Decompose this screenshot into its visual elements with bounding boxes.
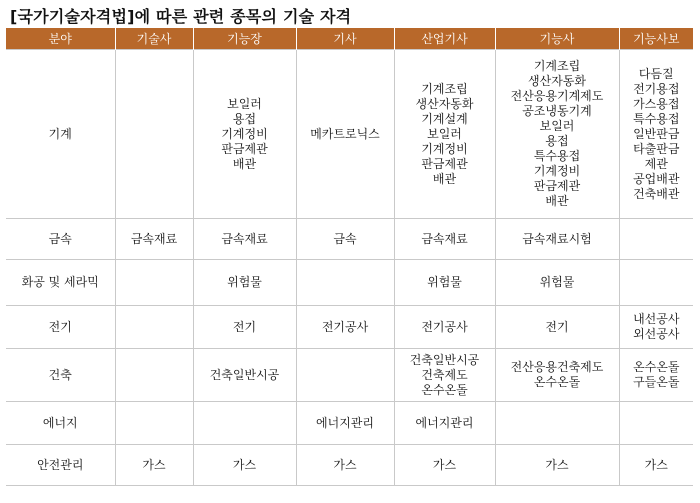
table-cell [115, 260, 193, 306]
qualification-item: 판금제관 [533, 179, 581, 193]
qualification-item: 가스 [232, 457, 257, 472]
qualification-item: 전기 [545, 319, 569, 334]
table-row [6, 402, 693, 445]
qualification-item: 공업배관 [633, 171, 680, 186]
table-cell [193, 50, 296, 219]
qualification-item: 금속재료 [130, 231, 178, 246]
header-field: 분야 [6, 28, 115, 50]
qualification-item: 타출판금 [633, 141, 680, 156]
qualification-item: 보일러 [427, 126, 462, 141]
table-cell [495, 219, 619, 260]
table-cell [619, 402, 693, 445]
qualification-item: 판금제관 [421, 156, 468, 171]
table-cell [619, 445, 693, 486]
qualification-item: 가스 [545, 457, 569, 472]
table-cell [193, 219, 296, 260]
table-cell [619, 349, 693, 402]
table-cell [619, 50, 693, 219]
table-body [6, 50, 693, 486]
qualification-item: 금속재료 [221, 231, 268, 246]
table-cell [495, 260, 619, 306]
qualification-item: 내선공사 [633, 312, 680, 326]
qualification-item: 기계정비 [533, 164, 581, 178]
qualification-item: 판금제관 [221, 141, 268, 156]
qualification-item: 구들온돌 [633, 375, 680, 389]
qualification-item: 메카트로닉스 [310, 126, 380, 141]
qualification-item: 온수온돌 [633, 360, 680, 374]
qualification-item: 건축제도 [421, 367, 468, 382]
qualification-item: 기계설계 [421, 111, 468, 126]
table-cell [394, 50, 495, 219]
header-col-assistant-craftsman: 기능사보 [619, 28, 693, 50]
table-cell [394, 219, 495, 260]
table-header-row [6, 28, 693, 50]
qualification-item: 가스 [142, 457, 166, 472]
qualification-item: 기계정비 [221, 126, 268, 141]
qualification-item: 제관 [644, 156, 668, 171]
qualification-item: 온수온돌 [421, 382, 468, 397]
qualification-item: 금속재료시험 [522, 231, 592, 246]
qualification-item: 에너지관리 [316, 415, 374, 430]
qualification-item: 위험물 [227, 275, 262, 289]
qualification-item: 전기공사 [421, 319, 468, 334]
table-cell [115, 306, 193, 349]
qualification-item: 특수용접 [633, 111, 680, 126]
qualification-item: 온수온돌 [533, 375, 581, 389]
table-cell [115, 50, 193, 219]
qualification-item: 기계조립 [421, 81, 468, 96]
table-row [6, 445, 693, 486]
table-cell [193, 349, 296, 402]
qualification-item: 용접 [545, 134, 569, 148]
table-cell [193, 306, 296, 349]
table-row [6, 50, 693, 219]
header-col-industrial-engineer: 산업기사 [394, 28, 495, 50]
table-cell [394, 306, 495, 349]
qualification-item: 가스 [644, 457, 668, 472]
table-cell [193, 445, 296, 486]
table-cell [193, 402, 296, 445]
qualification-item: 전산응용기계제도 [510, 89, 604, 103]
qualification-item: 건축배관 [633, 186, 680, 201]
row-field-label: 건축 [6, 349, 115, 402]
qualification-item: 특수용접 [533, 149, 581, 163]
qualification-item: 전기용접 [633, 81, 680, 96]
qualification-item: 보일러 [227, 96, 262, 111]
table-cell [296, 50, 394, 219]
table-cell [495, 402, 619, 445]
table-row [6, 306, 693, 349]
qualification-item: 가스용접 [633, 96, 680, 111]
qualification-item: 위험물 [539, 275, 575, 289]
table-cell [495, 306, 619, 349]
table-cell [115, 402, 193, 445]
header-col-engineer: 기사 [296, 28, 394, 50]
header-col-craftsman: 기능사 [495, 28, 619, 50]
qualification-item: 금속 [333, 231, 357, 246]
row-field-label: 에너지 [6, 402, 115, 445]
qualification-item: 배관 [432, 171, 457, 186]
qualification-item: 공조냉동기계 [522, 104, 592, 118]
row-field-label: 화공 및 세라믹 [6, 260, 115, 306]
qualification-table [6, 28, 693, 486]
qualification-item: 가스 [432, 457, 457, 472]
qualification-item: 위험물 [427, 275, 462, 289]
qualification-item: 기계조립 [533, 59, 581, 73]
qualification-item: 에너지관리 [415, 415, 474, 430]
table-cell [115, 219, 193, 260]
table-cell [394, 402, 495, 445]
page-title: [국가기술자격법]에 따른 관련 종목의 기술 자격 [10, 7, 352, 26]
table-cell [394, 349, 495, 402]
table-row [6, 260, 693, 306]
row-field-label: 안전관리 [6, 445, 115, 486]
table-cell [495, 50, 619, 219]
qualification-item: 전기 [232, 319, 257, 334]
qualification-item: 건축일반시공 [209, 367, 280, 382]
qualification-item: 건축일반시공 [409, 352, 480, 367]
qualification-item: 전기공사 [321, 319, 369, 334]
qualification-item: 생산자동화 [528, 74, 586, 88]
table-row [6, 219, 693, 260]
table-cell [495, 349, 619, 402]
table-cell [495, 445, 619, 486]
table-cell [296, 349, 394, 402]
header-col-professional-engineer: 기술사 [115, 28, 193, 50]
table-cell [115, 349, 193, 402]
table-cell [296, 306, 394, 349]
table-cell [115, 445, 193, 486]
table-cell [296, 402, 394, 445]
qualification-item: 보일러 [539, 119, 575, 133]
row-field-label: 금속 [6, 219, 115, 260]
qualification-item: 금속재료 [421, 231, 468, 246]
qualification-item: 용접 [232, 111, 257, 126]
qualification-item: 기계정비 [421, 141, 468, 156]
qualification-item: 가스 [333, 457, 357, 472]
table-cell [619, 306, 693, 349]
qualification-item: 외선공사 [633, 327, 680, 341]
row-field-label: 전기 [6, 306, 115, 349]
qualification-item: 전산응용건축제도 [510, 360, 604, 374]
table-cell [296, 260, 394, 306]
table-cell [619, 219, 693, 260]
qualification-item: 생산자동화 [415, 96, 474, 111]
header-col-master-craftsman: 기능장 [193, 28, 296, 50]
table-cell [193, 260, 296, 306]
qualification-item: 다듬질 [638, 66, 674, 81]
table-cell [394, 260, 495, 306]
table-cell [394, 445, 495, 486]
table-cell [296, 445, 394, 486]
row-field-label: 기계 [6, 50, 115, 219]
qualification-item: 일반판금 [633, 126, 680, 141]
qualification-item: 배관 [232, 156, 257, 171]
table-cell [619, 260, 693, 306]
table-cell [296, 219, 394, 260]
table-row [6, 349, 693, 402]
qualification-item: 배관 [545, 194, 569, 208]
